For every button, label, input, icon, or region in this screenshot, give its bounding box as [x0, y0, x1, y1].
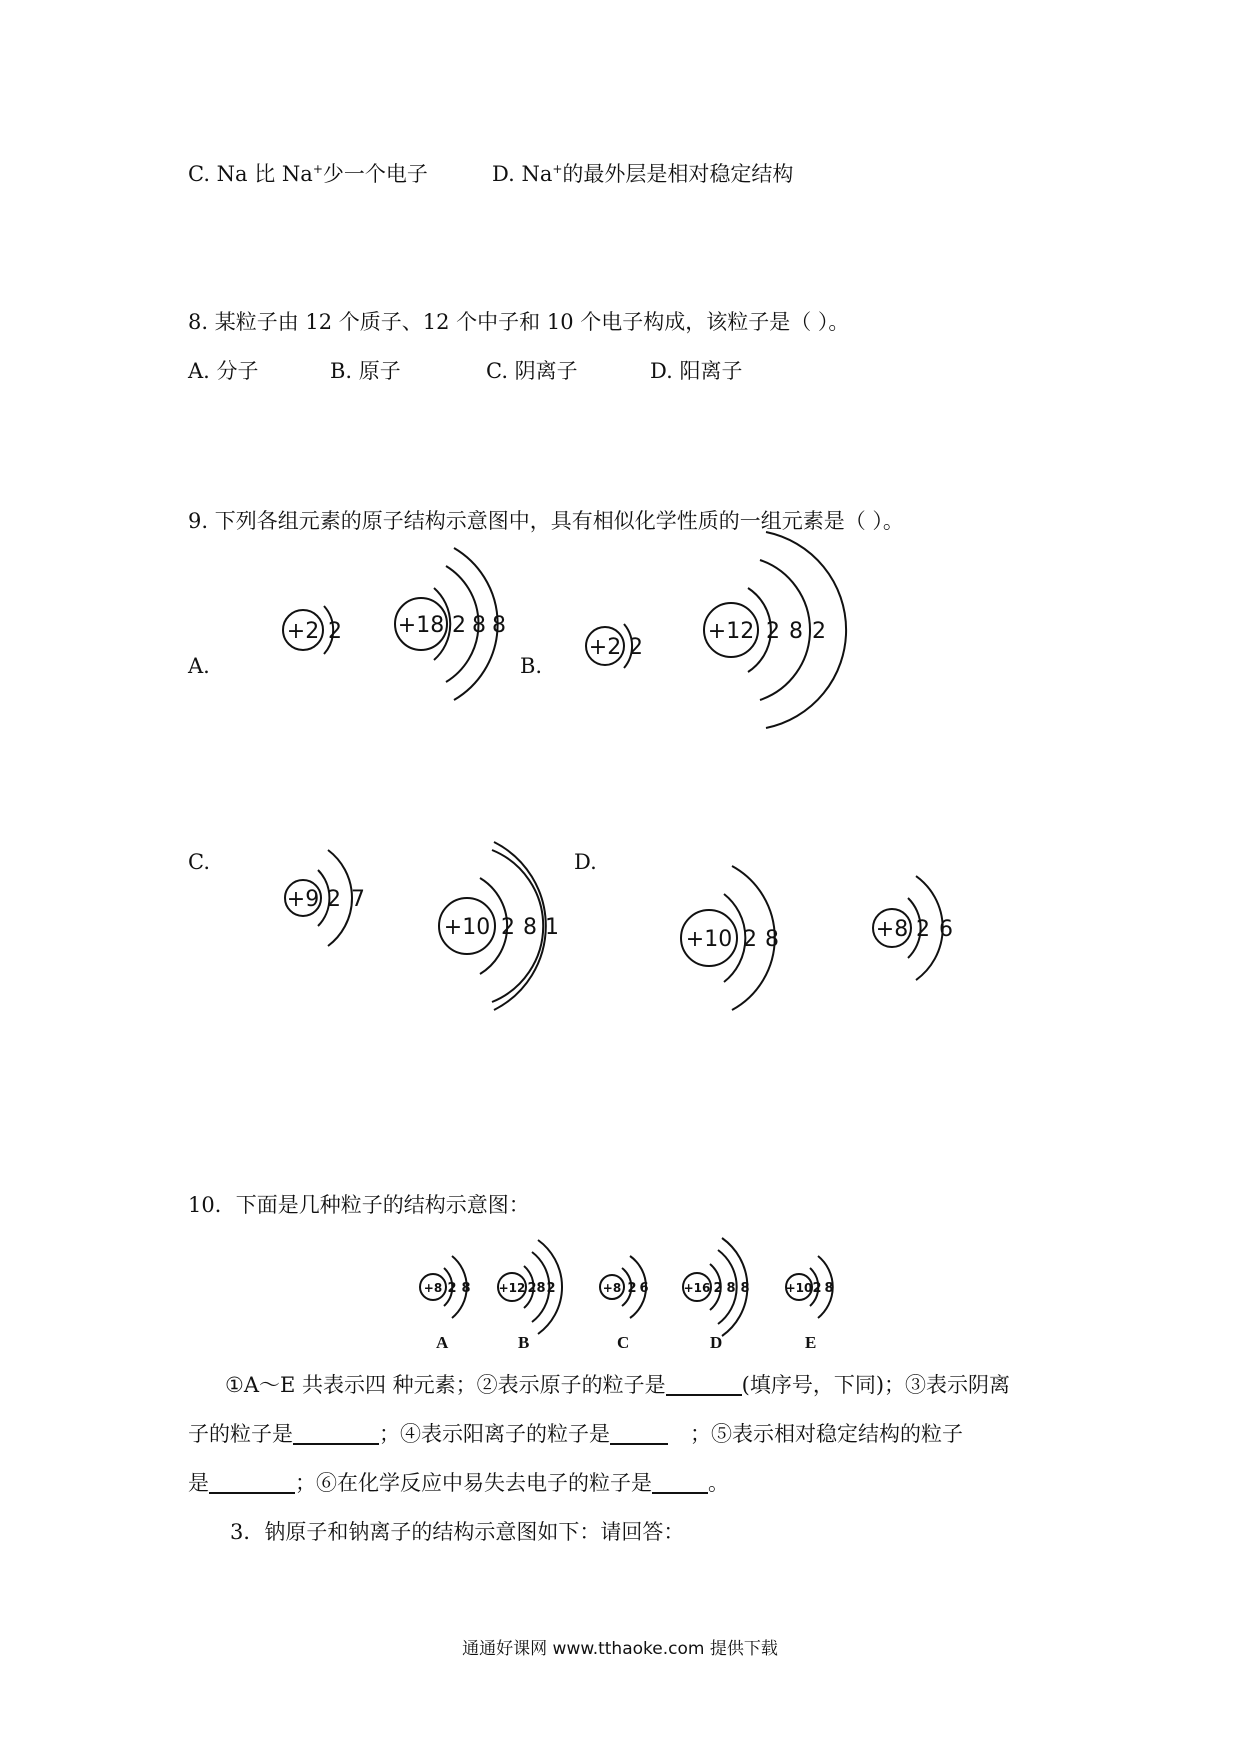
nucleus-circle	[283, 610, 323, 650]
electron-shell	[524, 1266, 533, 1308]
shell-electrons: 2	[452, 613, 466, 638]
answer-blank-anions[interactable]	[293, 1421, 379, 1445]
q9-b-magnesium-diagram	[704, 532, 846, 728]
nucleus-circle	[600, 1275, 624, 1299]
nucleus-circle	[704, 603, 758, 657]
electron-shell	[328, 850, 352, 946]
nucleus-circle	[439, 898, 495, 954]
nucleus-charge: +10	[785, 1281, 813, 1295]
q10-caption-b: B	[518, 1333, 530, 1352]
electron-shell	[722, 1238, 750, 1336]
shell-electrons: 6	[639, 1281, 649, 1296]
electron-shell	[760, 560, 810, 700]
shell-electrons: 2	[501, 915, 515, 940]
q9-label-c: C.	[188, 850, 210, 874]
q8-option-b: B. 原子	[330, 359, 401, 383]
nucleus-charge: +8	[602, 1281, 622, 1295]
nucleus-circle	[786, 1274, 812, 1300]
shell-electrons: 2	[629, 635, 643, 660]
shell-electrons: 8	[726, 1281, 736, 1296]
nucleus-circle	[683, 1273, 711, 1301]
q9-stem: 9. 下列各组元素的原子结构示意图中，具有相似化学性质的一组元素是（ ）。	[188, 509, 904, 533]
electron-shell	[434, 588, 450, 660]
shell-electrons: 8	[472, 613, 486, 638]
electron-shell	[748, 588, 771, 672]
electron-shell	[324, 606, 333, 654]
shell-electrons: 8	[523, 915, 537, 940]
electron-shell	[724, 894, 745, 982]
nucleus-circle	[681, 910, 737, 966]
q10-diagram-b	[498, 1240, 562, 1334]
electron-shell	[318, 870, 329, 926]
nucleus-charge: +10	[685, 927, 733, 952]
nucleus-charge: +18	[397, 613, 445, 638]
electron-shell	[908, 898, 921, 958]
page-footer: 通通好课网 www.tthaoke.com 提供下载	[462, 1639, 778, 1659]
electron-shell	[532, 1252, 549, 1322]
shell-electrons: 7	[351, 887, 365, 912]
q10-diagram-c	[600, 1256, 649, 1318]
q10-line-1: ①A～E 共表示四 种元素；②表示原子的粒子是 (填序号，下同)；③表示阴离	[225, 1373, 1011, 1397]
nucleus-charge: +8	[423, 1281, 443, 1295]
nucleus-charge: +2	[588, 635, 622, 660]
q10-line-2: 子的粒子是 ；④表示阳离子的粒子是 ；⑤表示相对稳定结构的粒子	[188, 1422, 963, 1446]
q10-stem: 10．下面是几种粒子的结构示意图：	[188, 1193, 530, 1217]
q10-caption-d: D	[710, 1333, 723, 1352]
nucleus-charge: +10	[443, 915, 491, 940]
electron-shell	[916, 876, 943, 980]
shell-electrons: 8	[740, 1281, 750, 1296]
q10-caption-c: C	[617, 1333, 630, 1352]
electron-shell	[710, 1264, 721, 1310]
shell-electrons: 2	[546, 1281, 556, 1296]
shell-electrons: 6	[939, 917, 953, 942]
q9-d-neon-diagram	[681, 866, 779, 1010]
electron-shell	[624, 624, 632, 668]
shell-electrons: 2	[713, 1281, 723, 1296]
electron-shell	[452, 1256, 467, 1318]
nucleus-circle	[586, 627, 624, 665]
nucleus-charge: +16	[683, 1281, 711, 1295]
q9-d-oxygen-diagram	[873, 876, 953, 980]
q10-caption-e: E	[805, 1333, 817, 1352]
nucleus-circle	[873, 909, 911, 947]
shell-electrons: 2	[812, 619, 826, 644]
electron-shell	[454, 548, 498, 700]
q10-diagram-d	[683, 1238, 750, 1336]
shell-electrons: 2	[916, 917, 930, 942]
shell-electrons: 8	[536, 1281, 546, 1296]
answer-blank-cations[interactable]	[610, 1421, 668, 1445]
electron-shell	[818, 1256, 833, 1318]
answer-blank-atoms[interactable]	[666, 1372, 742, 1396]
nucleus-circle	[420, 1274, 446, 1300]
q10-diagram-e	[786, 1256, 834, 1318]
q9-b-helium-diagram	[586, 624, 643, 668]
q7-option-d: D. Na+的最外层是相对稳定结构	[492, 162, 794, 186]
q9-c-fluorine-diagram	[285, 850, 365, 946]
shell-electrons: 8	[765, 927, 779, 952]
shell-electrons: 2	[743, 927, 757, 952]
q8-option-d: D. 阳离子	[650, 359, 743, 383]
electron-shell	[810, 1268, 818, 1306]
electron-shell	[718, 1250, 737, 1324]
q10-diagram-a	[420, 1256, 471, 1318]
shell-electrons: 8	[789, 619, 803, 644]
shell-electrons: 2	[327, 887, 341, 912]
nucleus-charge: +12	[707, 619, 755, 644]
answer-blank-stable[interactable]	[209, 1470, 295, 1494]
electron-shell	[732, 866, 775, 1010]
shell-electrons: 8	[824, 1281, 834, 1296]
shell-electrons: 8	[461, 1281, 471, 1296]
q7-option-c: C. Na 比 Na+少一个电子	[188, 162, 428, 186]
electron-shell	[492, 850, 543, 1002]
electron-shell	[444, 1268, 452, 1306]
q10-caption-a: A	[436, 1333, 449, 1352]
shell-electrons: 2	[447, 1281, 457, 1296]
q9-label-b: B.	[520, 654, 543, 678]
q9-label-d: D.	[574, 850, 597, 874]
nucleus-charge: +12	[498, 1281, 526, 1295]
q8-option-c: C. 阴离子	[486, 359, 578, 383]
nucleus-charge: +8	[875, 917, 909, 942]
q10-line-3: 是 ；⑥在化学反应中易失去电子的粒子是 。	[188, 1471, 729, 1495]
q9-label-a: A.	[188, 654, 210, 678]
nucleus-circle	[498, 1273, 526, 1301]
q9-a-helium-diagram	[283, 606, 342, 654]
electron-shell	[494, 842, 546, 1010]
electron-shell	[538, 1240, 562, 1334]
electron-shell	[446, 566, 479, 682]
q8-stem: 8. 某粒子由 12 个质子、12 个中子和 10 个电子构成，该粒子是（ ）。	[188, 310, 850, 334]
shell-electrons: 2	[812, 1281, 822, 1296]
shell-electrons: 2	[766, 619, 780, 644]
nucleus-charge: +2	[286, 619, 320, 644]
nucleus-charge: +9	[286, 887, 320, 912]
shell-electrons: 2	[627, 1281, 637, 1296]
electron-shell	[766, 532, 846, 728]
electron-shell	[622, 1268, 631, 1306]
nucleus-circle	[395, 598, 447, 650]
electron-shell	[480, 878, 507, 974]
shell-electrons: 8	[492, 613, 506, 638]
q8-option-a: A. 分子	[188, 359, 259, 383]
shell-electrons: 2	[328, 619, 342, 644]
answer-blank-lose-electrons[interactable]	[652, 1470, 708, 1494]
q9-a-argon-diagram	[395, 548, 506, 700]
q3-stem: 3．钠原子和钠离子的结构示意图如下：请回答：	[230, 1520, 685, 1544]
q9-c-sodium-diagram	[439, 842, 559, 1010]
nucleus-circle	[285, 880, 321, 916]
shell-electrons: 2	[527, 1281, 537, 1296]
electron-shell	[630, 1256, 649, 1318]
shell-electrons: 1	[545, 915, 559, 940]
